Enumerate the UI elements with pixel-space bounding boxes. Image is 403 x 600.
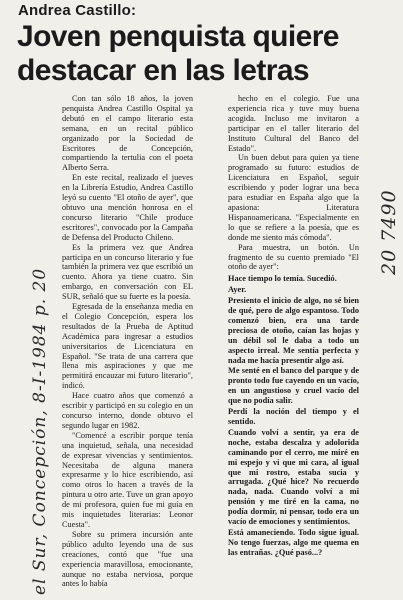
excerpt-line: Perdí la noción del tiempo y el sentido. <box>228 407 359 426</box>
excerpt-line: Presiento el inicio de algo, no sé bien de qué, pero de algo espantoso. Todo comenzó bien, era una tarde preciosa de otoño, caían las hojas y un débil sol le daba a todo un aspecto irreal. Me sentía perfecta y nada me hacía presentir algo así. <box>228 296 359 365</box>
story-excerpt <box>228 274 359 557</box>
paragraph: Para muestra, un botón. Un fragmento de su cuento premiado "El otoño de ayer": <box>228 242 359 272</box>
excerpt-line: Cuando volví a sentir, ya era de noche, estaba descalza y adolorida caminando por el cerro, me miré en mi espejo y vi que mi cara, al igual que mi rostro, estaba sucia y arrugada. ¿Qué hice? No recuerdo nada, nada. Cuando volví a mi pensión y me tiré en la cama, no podía dormir, ni pensar, todo era un vacío de emociones y sentimientos. <box>228 427 359 527</box>
article-kicker: Andrea Castillo: <box>18 2 137 19</box>
paragraph: En este recital, realizado el jueves en la Librería Estudio, Andrea Castillo leyó su cuento "El otoño de ayer", que obtuvo una mención honrosa en el concurso literario "Chile produce escritores", convocado por la Campaña de Defensa del Producto Chileno. <box>62 173 193 242</box>
excerpt-line: Ayer. <box>228 285 247 295</box>
handwritten-source-note: el Sur, Concepción, 8-I-1984 p. 20 <box>30 267 50 595</box>
excerpt-line: Me senté en el banco del parque y de pronto todo fue cayendo en un vacío, en un angustioso y cruel vacío del que no podía salir. <box>228 366 359 406</box>
paragraph: "Comencé a escribir porque tenía una inquietud, señala, una necesidad de expresar vivencias y sentimientos. Necesitaba de alguna manera expresarme y lo hice escribiendo, así como otros lo hacen a través de la pintura u otro arte. Tuve un gran apoyo de mi profesora, quien fue mi guía en mis inquietudes literarias: Leonor Cuesta". <box>62 430 193 529</box>
paragraph: Un buen debut para quien ya tiene programado su futuro: estudios de Licenciatura en Español, seguir escribiendo y poder lograr una beca para estudiar en España algo que la apasiona: Literatura Hispanoamericana. "Especialmente en lo que se refiere a la poesía, que es donde me siento más cómoda". <box>228 153 359 242</box>
paragraph: Es la primera vez que Andrea participa en un concurso literario y fue también la primera vez que escribió un cuento. Ahora ya tiene cuatro. Sin embargo, en conversación con EL SUR, señaló que su fuerte es la poesía. <box>62 242 193 302</box>
excerpt-line: Hace tiempo lo temía. Sucedió. <box>228 274 337 284</box>
paragraph: Con tan sólo 18 años, la joven penquista Andrea Castillo Ospital ya debutó en el campo literario esta semana, en un recital público organizado por la Sociedad de Escritores de Concepción, compartiendo la tertulia con el poeta Alberto Serra. <box>62 94 193 173</box>
article-column-2 <box>228 94 359 559</box>
paragraph: Hace cuatro años que comenzó a escribir y participó en su colegio en un concurso interno, donde obtuvo el segundo lugar en 1982. <box>62 391 193 430</box>
handwritten-catalog-number: 20 7490 <box>378 189 400 275</box>
paragraph: hecho en el colegio. Fue una experiencia rica y tuve muy buena acogida. Incluso me invitaron a participar en el taller literario del Instituto Cultural del Banco del Estado". <box>228 94 359 153</box>
excerpt-line: Está amaneciendo. Todo sigue igual. No tengo fuerzas, algo me quema en las entrañas. ¿Qué pasó...? <box>228 527 359 557</box>
paragraph: Sobre su primera incursión ante público adulto leyendo una de sus creaciones, contó que "fue una experiencia maravillosa, emocionante, aunque no estaba nerviosa, porque antes lo había <box>62 529 193 589</box>
article-column-1 <box>62 94 193 589</box>
paragraph: Egresada de la enseñanza media en el Colegio Concepción, espera los resultados de la Prueba de Aptitud Académica para ingresar a estudios universitarios de Licenciatura en Español. "Se trata de una carrera que llena mis aspiraciones y que me permitirá encauzar mi futuro literario", indicó. <box>62 302 193 391</box>
article-headline: Joven penquista quiere destacar en las letras <box>17 20 339 87</box>
